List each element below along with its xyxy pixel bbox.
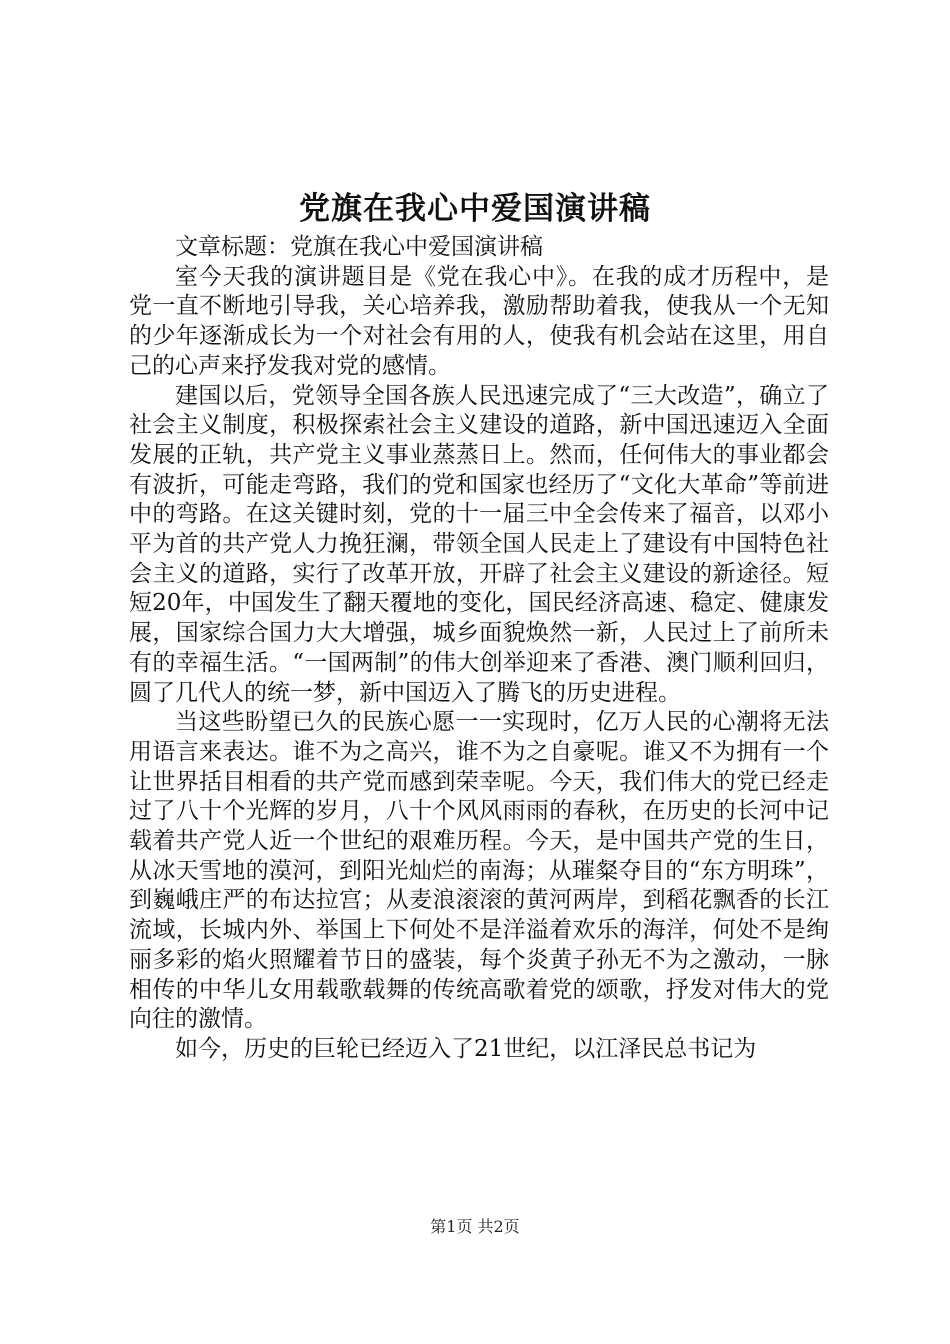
paragraph-history: 建国以后，党领导全国各族人民迅速完成了“三大改造”，确立了社会主义制度，积极探索社会主义建设的道路，新中国迅速迈入全面发展的正轨，共产党主义事业蒸蒸日上。然而，任何伟大的事业都会有波折，可能走弯路，我们的党和国家也经历了“文化大革命”等前进中的弯路。在这关键时刻，党的十一届三中全会传来了福音，以邓小平为首的共产党人力挽狂澜，带领全国人民走上了建设有中国特色社会主义的道路，实行了改革开放，开辟了社会主义建设的新途径。短短20年，中国发生了翻天覆地的变化，国民经济高速、稳定、健康发展，国家综合国力大大增强，城乡面貌焕然一新，人民过上了前所未有的幸福生活。“一国两制”的伟大创举迎来了香港、澳门顺利回归，圆了几代人的统一梦，新中国迈入了腾飞的历史进程。 bbox=[129, 382, 829, 706]
paragraph-intro: 室今天我的演讲题目是《党在我心中》。在我的成才历程中，是党一直不断地引导我，关心培养我，激励帮助着我，使我从一个无知的少年逐渐成长为一个对社会有用的人，使我有机会站在这里，用自己的心声来抒发我对党的感情。 bbox=[129, 263, 829, 379]
paragraph-article-title: 文章标题：党旗在我心中爱国演讲稿 bbox=[175, 234, 543, 260]
document-title: 党旗在我心中爱国演讲稿 bbox=[299, 191, 651, 227]
paragraph-continuation: 如今，历史的巨轮已经迈入了21世纪，以江泽民总书记为 bbox=[175, 1035, 757, 1062]
paragraph-celebration: 当这些盼望已久的民族心愿一一实现时，亿万人民的心潮将无法用语言来表达。谁不为之高兴，谁不为之自豪呢。谁又不为拥有一个让世界括目相看的共产党而感到荣幸呢。今天，我们伟大的党已经走过了八十个光辉的岁月，八十个风风雨雨的春秋，在历史的长河中记载着共产党人近一个世纪的艰难历程。今天，是中国共产党的生日，从冰天雪地的漠河，到阳光灿烂的南海；从璀粲夺目的“东方明珠”，到巍峨庄严的布达拉宫；从麦浪滚滚的黄河两岸，到稻花飘香的长江流域，长城内外、举国上下何处不是洋溢着欢乐的海洋，何处不是绚丽多彩的焰火照耀着节日的盛装，每个炎黄子孙无不为之激动，一脉相传的中华儿女用载歌载舞的传统高歌着党的颂歌，抒发对伟大的党向往的激情。 bbox=[129, 709, 829, 1033]
page-number-footer: 第1页 共2页 bbox=[430, 1217, 520, 1236]
document-body bbox=[129, 233, 829, 1065]
